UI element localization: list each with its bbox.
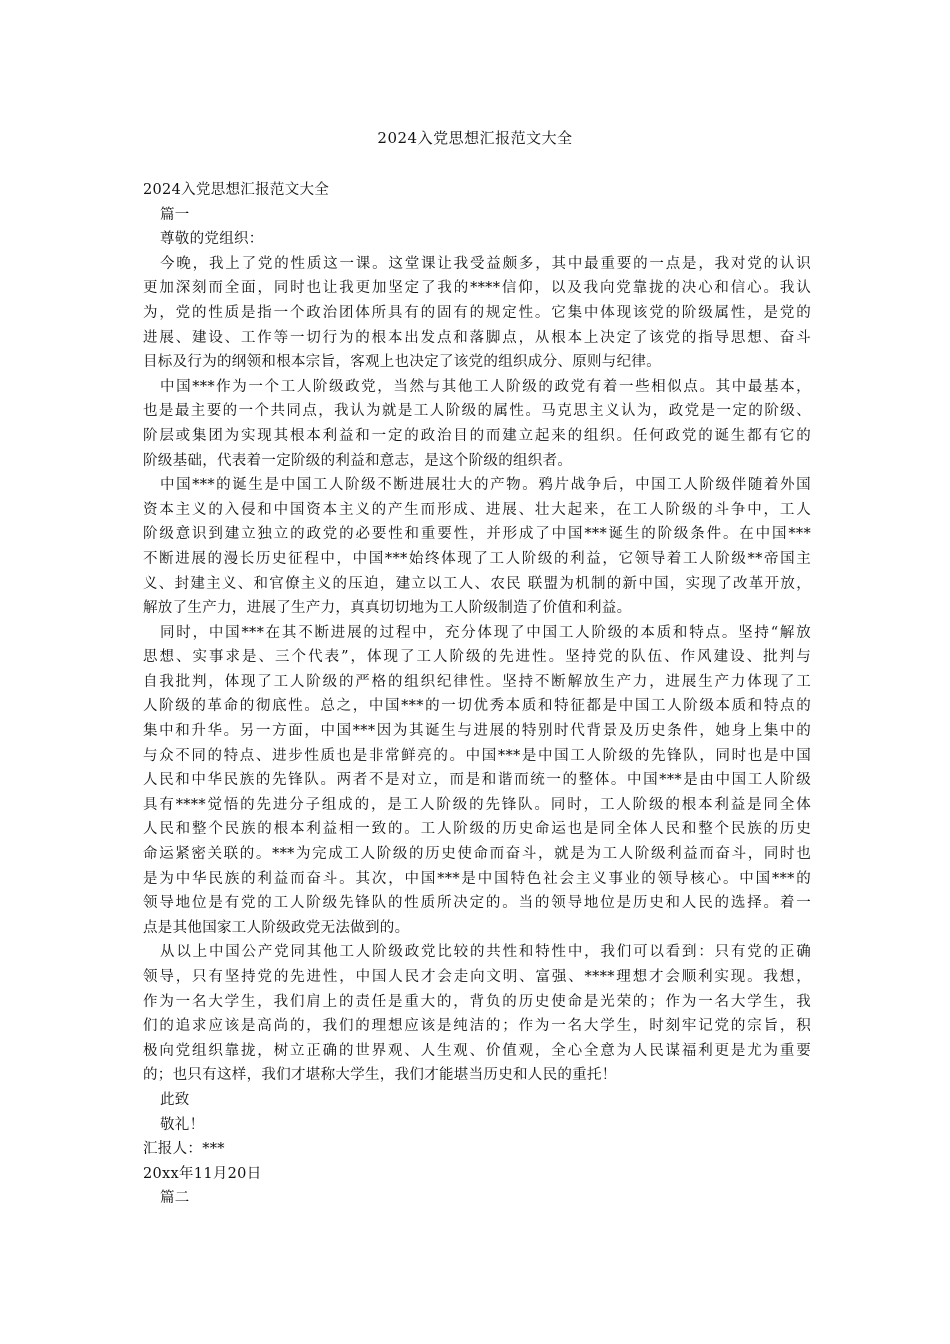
paragraph [143, 621, 811, 941]
paragraph-line: 自我批判，体现了工人阶级的严格的组织纪律性。坚持不断解放生产力，进展生产力体现了工 [143, 673, 811, 690]
closing-line: 此致 [160, 1091, 190, 1108]
paragraph [143, 375, 811, 473]
paragraph-line: 今晚，我上了党的性质这一课。这堂课让我受益颇多，其中最重要的一点是，我对党的认识 [160, 255, 811, 272]
paragraph-line: 领导地位是有党的工人阶级先锋队的性质所决定的。当的领导地位是历史和人民的选择。着一 [143, 895, 811, 912]
paragraph-line: 点是其他国家工人阶级政党无法做到的。 [143, 919, 410, 936]
paragraph-line: 中国***的诞生是中国工人阶级不断进展壮大的产物。鸦片战争后，中国工人阶级伴随着外国 [160, 477, 811, 494]
report-date: 20xx年11月20日 [143, 1165, 262, 1182]
paragraph-line: 与众不同的特点、进步性质也是非常鲜亮的。中国***是中国工人阶级的先锋队，同时也是中国 [143, 747, 811, 764]
paragraph-line: 中国***作为一个工人阶级政党，当然与其他工人阶级的政党有着一些相似点。其中最基本， [160, 378, 811, 395]
paragraphs [143, 252, 811, 1088]
paragraph-line: 义、封建主义、和官僚主义的压迫，建立以工人、农民 联盟为机制的新中国，实现了改革开放， [143, 575, 811, 592]
paragraph-line: 们的追求应该是高尚的，我们的理想应该是纯洁的；作为一名大学生，时刻牢记党的宗旨，积 [143, 1018, 811, 1035]
paragraph-line: 不断进展的漫长历史征程中，中国***始终体现了工人阶级的利益，它领导着工人阶级**帝国主 [143, 550, 811, 567]
paragraph-line: 命运紧密关联的。***为完成工人阶级的历史使命而奋斗，就是为工人阶级利益而奋斗，同时也 [143, 846, 811, 863]
paragraph-line: 领导，只有坚持党的先进性，中国人民才会走向文明、富强、****理想才会顺利实现。我想， [143, 969, 811, 985]
paragraph-line: 集中和升华。另一方面，中国***因为其诞生与进展的特别时代背景及历史条件，她身上集中的 [143, 723, 811, 740]
paragraph-line: 解放了生产力，进展了生产力，真真切切地为工人阶级制造了价值和利益。 [143, 600, 632, 617]
paragraph [143, 252, 811, 375]
paragraph-line: 极向党组织靠拢，树立正确的世界观、人生观、价值观，全心全意为人民谋福利更是尤为重要 [143, 1042, 811, 1059]
paragraph-line: 也是最主要的一个共同点，我认为就是工人阶级的属性。马克思主义认为，政党是一定的阶级、 [143, 403, 811, 420]
part-label: 篇一 [160, 206, 190, 223]
paragraph-line: 目标及行为的纲领和根本宗旨，客观上也决定了该党的组织成分、原则与纪律。 [143, 354, 661, 371]
paragraph-line: 的；也只有这样，我们才堪称大学生，我们才能堪当历史和人民的重托！ [143, 1067, 617, 1084]
paragraph-line: 阶级意识到建立独立的政党的必要性和重要性，并形成了中国***诞生的阶级条件。在中国*** [143, 526, 811, 543]
paragraph-line: 同时，中国***在其不断进展的过程中，充分体现了中国工人阶级的本质和特点。坚持“解放 [160, 624, 811, 641]
paragraph-line: 人阶级的革命的彻底性。总之，中国***的一切优秀本质和特征都是中国工人阶级本质和特点的 [143, 698, 811, 715]
paragraph-line: 具有****觉悟的先进分子组成的，是工人阶级的先锋队。同时，工人阶级的根本利益是同全体 [143, 796, 811, 813]
paragraph-line: 资本主义的入侵和中国资本主义的产生而形成、进展、壮大起来，在工人阶级的斗争中，工人 [143, 501, 811, 518]
paragraph-line: 是为中华民族的利益而奋斗。其次，中国***是中国特色社会主义事业的领导核心。中国***的 [143, 870, 811, 887]
paragraph-line: 作为一名大学生，我们肩上的责任是重大的，背负的历史使命是光荣的；作为一名大学生，我 [143, 993, 811, 1010]
closing-regards: 敬礼！ [160, 1116, 205, 1133]
document-title: 2024入党思想汇报范文大全 [377, 129, 573, 147]
part-label: 篇二 [160, 1190, 190, 1207]
paragraph-line: 从以上中国公产党同其他工人阶级政党比较的共性和特性中，我们可以看到：只有党的正确 [160, 944, 811, 961]
paragraph-line: 阶级基础，代表着一定阶级的利益和意志，是这个阶级的组织者。 [143, 452, 573, 469]
paragraph-line: 更加深刻而全面，同时也让我更加坚定了我的****信仰，以及我向党靠拢的决心和信心。我认 [143, 280, 811, 297]
paragraph-line: 人民和整个民族的根本利益相一致的。工人阶级的历史命运也是同全体人民和整个民族的历史 [143, 821, 811, 838]
paragraph [143, 473, 811, 621]
paragraph-line: 阶层或集团为实现其根本利益和一定的政治目的而建立起来的组织。任何政党的诞生都有它的 [143, 427, 811, 444]
paragraph [143, 940, 811, 1088]
paragraph-line: 为，党的性质是指一个政治团体所具有的固有的规定性。它集中体现该党的阶级属性，是党的 [143, 304, 811, 321]
paragraph-line: 思想、实事求是、三个代表”，体现了工人阶级的先进性。坚持党的队伍、作风建设、批判与 [143, 649, 811, 666]
paragraph-line: 进展、建设、工作等一切行为的根本出发点和落脚点，从根本上决定了该党的指导思想、奋斗 [143, 329, 811, 346]
document-body [143, 178, 811, 1211]
reporter-signature: 汇报人：*** [143, 1141, 225, 1158]
salutation: 尊敬的党组织： [160, 231, 264, 248]
paragraph-line: 人民和中华民族的先锋队。两者不是对立，而是和谐而统一的整体。中国***是由中国工人阶级 [143, 772, 811, 789]
section-heading: 2024入党思想汇报范文大全 [143, 182, 330, 198]
